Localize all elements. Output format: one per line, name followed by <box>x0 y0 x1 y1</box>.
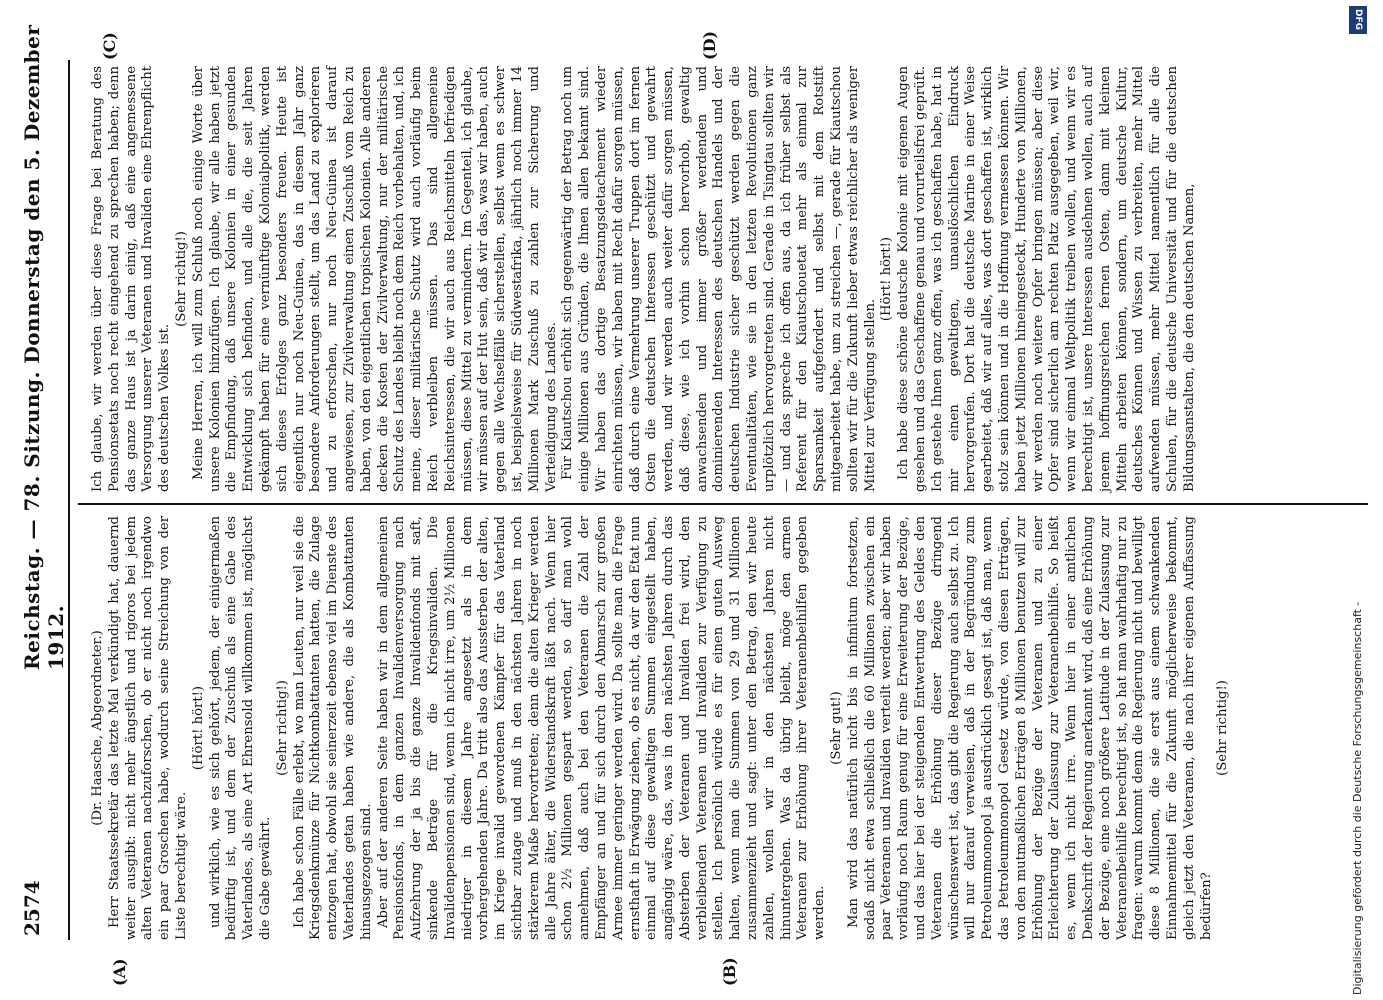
dfg-logo: DFG <box>1349 6 1367 34</box>
paragraph: Meine Herren, ich will zum Schluß noch einige Worte über unsere Kolonien hinzufügen. Ich glaube, wir alle haben jetzt die Empfindung, daß unsere Kolonien in einer gesunden Entwicklung sich befinden, und alle die, die seit Jahren gekämpft haben für eine vernünftige Kolonialpolitik, werden sich dieses Erfolges ganz besonders freuen. Heute ist eigentlich nur noch Neu-Guinea, das in diesem Jahr ganz besondere Anforderungen stellt, um das Land zu explorieren und zu erforschen, nur noch Neu-Guinea ist darauf angewiesen, zur Zivilverwaltung einen Zuschuß vom Reich zu haben, von den eigentlichen tropischen Kolonien. Alle anderen decken die Kosten der Zivilverwaltung, nur der militärische Schutz des Landes bleibt noch dem Reich vorbehalten, und, ich meine, dieser militärische Schutz wird auch vorläufig beim Reich verbleiben müssen. Das sind allgemeine Reichsinteressen, die wir auch aus Reichsmitteln befriedigen müssen, diese Mittel zu vermindern. Im Gegenteil, ich glaube, wir müssen auf der Hut sein, daß wir das, was wir haben, auch gegen alle Wechselfälle sicherstellen, selbst wenn es schwer ist, beispielsweise für Südwestafrika, jährlich noch immer 14 Millionen Mark Zuschuß zu zahlen zur Sicherung und Verteidigung des Landes. <box>190 66 559 492</box>
interjection: (Hört! hört!) <box>879 236 895 322</box>
margin-mark-d: (D) <box>700 30 719 60</box>
paragraph: Herr Staatssekretär das letzte Mal verkündigt hat, dauernd weiter ausgibt: nicht mehr ängstlich und rigoros bei jedem alten Veteranen nachzuforschen, ob er nicht noch irgendwo ein paar Groschen habe, wodurch seine Streichung von der Liste berechtigt wäre. <box>106 516 189 940</box>
text-column-right <box>90 66 1199 492</box>
interjection: (Dr. Haasche, Abgeordneter.) <box>90 630 105 826</box>
interjection: (Sehr richtig!) <box>173 231 189 327</box>
text-column-left <box>90 516 1232 940</box>
interjection: (Sehr richtig!) <box>274 680 290 776</box>
interjection: (Hört! hört!) <box>190 685 206 771</box>
page-title: Reichstag. — 78. Sitzung. Donnerstag den 5. Dezember 1912. <box>20 24 68 670</box>
digitization-note: Digitalisierung gefördert durch die Deutsche Forschungsgemeinschaft - <box>1351 601 1364 995</box>
interjection: (Sehr richtig!) <box>1215 680 1231 776</box>
page-number: 2574 <box>20 880 44 936</box>
column-divider <box>78 504 1368 506</box>
margin-mark-a: (A) <box>110 958 129 986</box>
interjection: (Sehr gut!) <box>829 691 845 765</box>
paragraph: Ich habe schon Fälle erlebt, wo man Leuten, nur weil sie die Kriegsdenkmünze für Nichtkombattanten hatten, die Zulage entzogen hat, obwohl sie seinerzeit ebenso viel im Dienste des Vaterlandes getan haben wie andere, die als Kombattanten hinausgezogen sind. <box>291 516 374 940</box>
paragraph: Für Kiautschou erhöht sich gegenwärtig der Betrag noch um einige Millionen aus Gründen, die Ihnen allen bekannt sind. Wir haben das dortige Besatzungsdetachement wieder einrichten müssen, wir haben mit Recht dafür sorgen müssen, daß durch eine Vermehrung unserer Truppen dort im fernen Osten die deutschen Interessen geschützt und gewahrt werden, und wir werden auch weiter dafür sorgen müssen, daß diese, wie ich vorhin schon hervorhob, gewaltig anwachsenden und immer größer werdenden und dominierenden Interessen des deutschen Handels und der deutschen Industrie sicher geschützt werden gegen die Eventualitäten, wie sie in den letzten Revolutionen ganz urplötzlich hervorgetreten sind. Gerade in Tsingtau sollten wir — und das spreche ich offen aus, da ich früher selbst als Referent für den Kiautschouetat mehr als einmal zur Sparsamkeit aufgefordert und selbst mit dem Rotstift mitgearbeitet habe, um zu streichen —, gerade für Kiautschou sollten wir für die Zukunft lieber etwas reichlicher als weniger Mittel zur Verfügung stellen. <box>560 66 878 492</box>
margin-mark-c: (C) <box>100 32 119 60</box>
paragraph: Man wird das natürlich nicht bis in infinitum fortsetzen, sodaß nicht etwa schließlich die 60 Millionen zwischen ein paar Veteranen und Invaliden verteilt werden; aber wir haben vorläufig noch Raum genug für eine Erweiterung der Bezüge, und das hier bei der steigenden Entwertung des Geldes den Veteranen die Erhöhung dieser Bezüge dringend wünschenswert ist, das gibt die Regierung auch selbst zu. Ich will nur darauf verweisen, daß in der Begründung zum Petroleummonopol ja ausdrücklich gesagt ist, daß man, wenn das Petroleummonopol Gesetz würde, von diesen Erträgen, von den mutmaßlichen Erträgen 8 Millionen benutzen will zur Erhöhung der Bezüge der Veteranen und zu einer Erleichterung der Zulassung zur Veteranenbeihilfe. So heißt es, wenn ich nicht irre. Wenn hier in einer amtlichen Denkschrift der Regierung anerkannt wird, daß eine Erhöhung der Bezüge, eine noch größere Latitude in der Zulassung zur Veteranenbeihilfe berechtigt ist, so hat man wahrhaftig nur zu fragen: warum kommt denn die Regierung nicht und bewilligt diese 8 Millionen, die sie erst aus einem schwankenden Einnahmemittel für die Zukunft möglicherweise bekommt, gleich jetzt den Veteranen, die nach ihrer eigenen Auffassung bedürfen? <box>845 516 1214 940</box>
paragraph: Ich glaube, wir werden über diese Frage bei Beratung des Pensionsetats noch recht eingehend zu sprechen haben; denn das ganze Haus ist ja darin einig, daß eine angemessene Versorgung unserer Veteranen und Invaliden eine Ehrenpflicht des deutschen Volkes ist. <box>90 66 173 492</box>
paragraph: und wirklich, wie es sich gehört, jedem, der einigermaßen bedürftig ist, und dem der Zuschuß als eine Gabe des Vaterlandes, als eine Art Ehrensold willkommen ist, möglichst die Gabe gewährt. <box>207 516 273 940</box>
header-rule <box>68 60 70 940</box>
digitization-strip <box>1347 0 1377 1000</box>
paragraph: Aber auf der anderen Seite haben wir in dem allgemeinen Pensionsfonds, in dem ganzen Invalidenversorgung nach Aufzehrung der ja bis die ganze Invalidenfonds mit saft, sinkende Beträge für die Kriegsinvaliden. Die Invalidenpensionen sind, wenn ich nicht irre, um 2½ Millionen niedriger in diesem Jahre angesetzt als in dem vorhergehenden Jahre. Da tritt also das Aussterben der alten, im Kriege invalid gewordenen Kämpfer für das Vaterland sichtbar zutage und muß in den nächsten Jahren in noch stärkerem Maße hervortreten; denn die alten Krieger werden alle Jahre älter, die Widerstandskraft läßt nach. Wenn hier schon 2½ Millionen gespart werden, so darf man wohl annehmen, daß auch bei den Veteranen die Zahl der Empfänger an und für sich durch den Abmarsch zur großen Armee immer geringer werden wird. Da sollte man die Frage ernsthaft in Erwägung ziehen, ob es nicht, da wir den Etat nun einmal auf diese gewaltigen Summen eingestellt haben, angängig wäre, das, was in den nächsten Jahren durch das Absterben der Veteranen und Invaliden frei wird, den verbleibenden Veteranen und Invaliden zur Verfügung zu stellen. Ich persönlich würde es für einen guten Ausweg halten, wenn man die Summen von 29 und 31 Millionen zusammenzieht und sagt: unter den Betrag, den wir heute zahlen, wollen wir in den nächsten Jahren nicht hinuntergehen. Was da übrig bleibt, möge den armen Veteranen zur Erhöhung ihrer Veteranenbeihilfen gegeben werden. <box>375 516 828 940</box>
margin-mark-b: (B) <box>720 957 739 986</box>
paragraph: Ich habe diese schöne deutsche Kolonie mit eigenen Augen gesehen und das Geschaffene genau und vorurteilsfrei geprüft. Ich gestehe Ihnen ganz offen, was ich geschaffen habe, hat in mir einen gewaltigen, unauslöschlichen Eindruck hervorgerufen. Dort hat die deutsche Marine in einer Weise gearbeitet, daß wir auf alles, was dort geschaffen ist, wirklich stolz sein können und in die Hoffnung vermessen können. Wir haben jetzt Millionen hineingesteckt, Hunderte von Millionen, wir werden noch weitere Opfer bringen müssen; aber diese Opfer sind sicherlich am rechten Platz ausgegeben, weil wir, wenn wir einmal Weltpolitik treiben wollen, und wenn wir es berechtigt ist, unsere Interessen ausdehnen wollen, auch auf jenem hoffnungsreichen fernen Osten, dann mit kleinen Mitteln arbeiten können, sondern, um deutsche Kultur, deutsches Können und Wissen zu verbreiten, mehr Mittel aufwenden müssen, mehr Mittel namentlich für alle die Schulen, für die deutsche Universität und für die deutschen Bildungsanstalten, die den deutschen Namen, <box>896 66 1197 492</box>
page-header <box>0 0 68 1000</box>
